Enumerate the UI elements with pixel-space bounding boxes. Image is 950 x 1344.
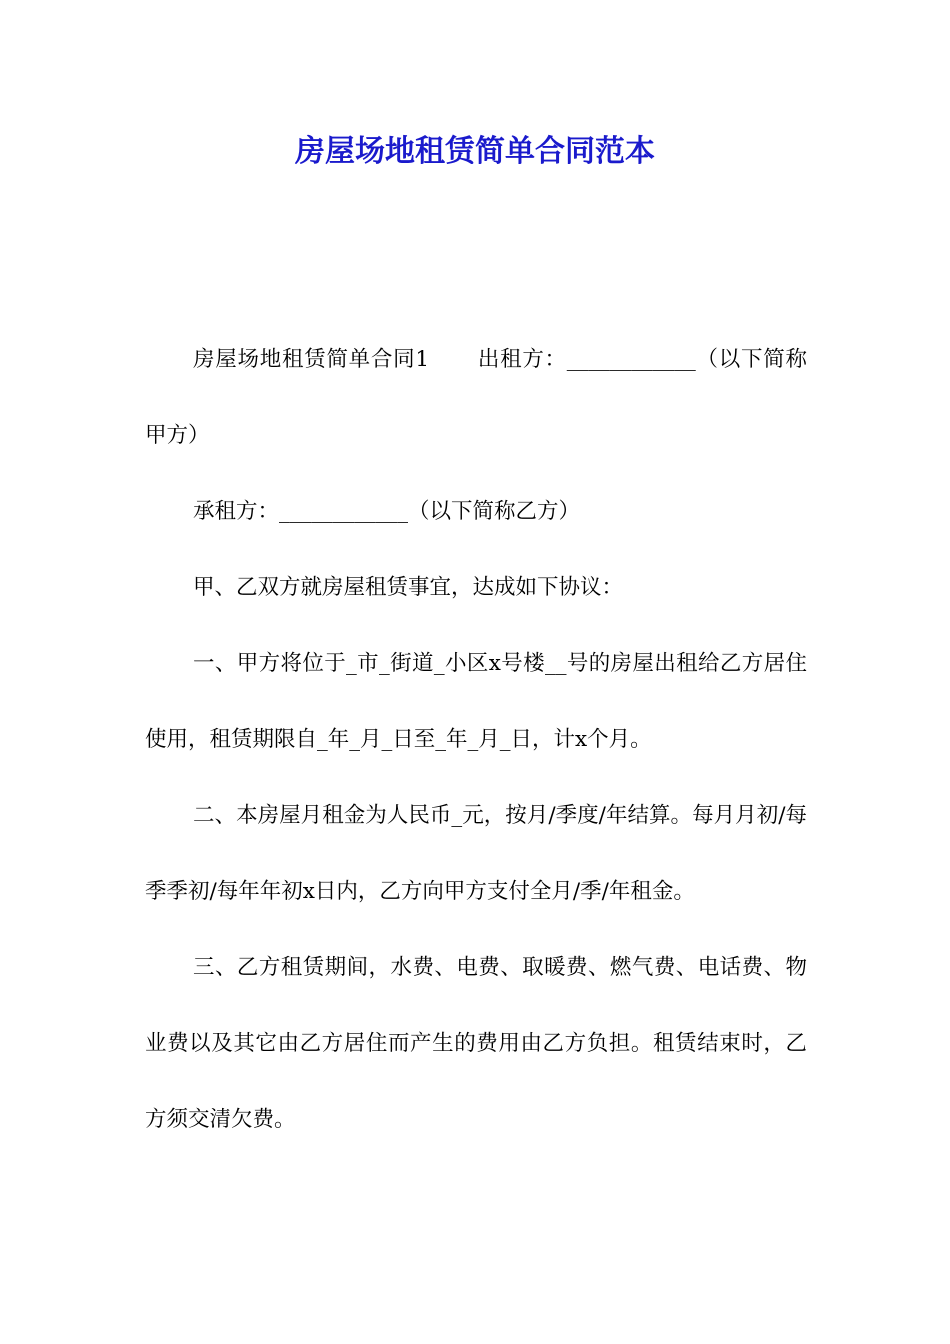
- contract-heading: 房屋场地租赁简单合同1: [193, 347, 430, 372]
- document-title: 房屋场地租赁简单合同范本: [295, 134, 655, 169]
- paragraph-clause-3: 三、乙方租赁期间，水费、电费、取暖费、燃气费、电话费、物业费以及其它由乙方居住而产生的费用由乙方负担。租赁结束时，乙方须交清欠费。: [145, 955, 807, 1132]
- paragraph-heading-lessor: [145, 322, 807, 474]
- paragraph-clause-1: 一、甲方将位于_市_街道_小区x号楼__号的房屋出租给乙方居住使用，租赁期限自_年_月_日至_年_月_日，计x个月。: [145, 651, 807, 752]
- paragraph-clause-2: 二、本房屋月租金为人民币_元，按月/季度/年结算。每月月初/每季季初/每年年初x日内，乙方向甲方支付全月/季/年租金。: [145, 803, 807, 904]
- document-body: [145, 322, 807, 1158]
- paragraph-agreement-intro: 甲、乙双方就房屋租赁事宜，达成如下协议：: [193, 575, 624, 600]
- paragraph-lessee: 承租方：____________（以下简称乙方）: [193, 499, 581, 524]
- lessor-line: 出租方：____________（以下简称甲方）: [145, 347, 807, 448]
